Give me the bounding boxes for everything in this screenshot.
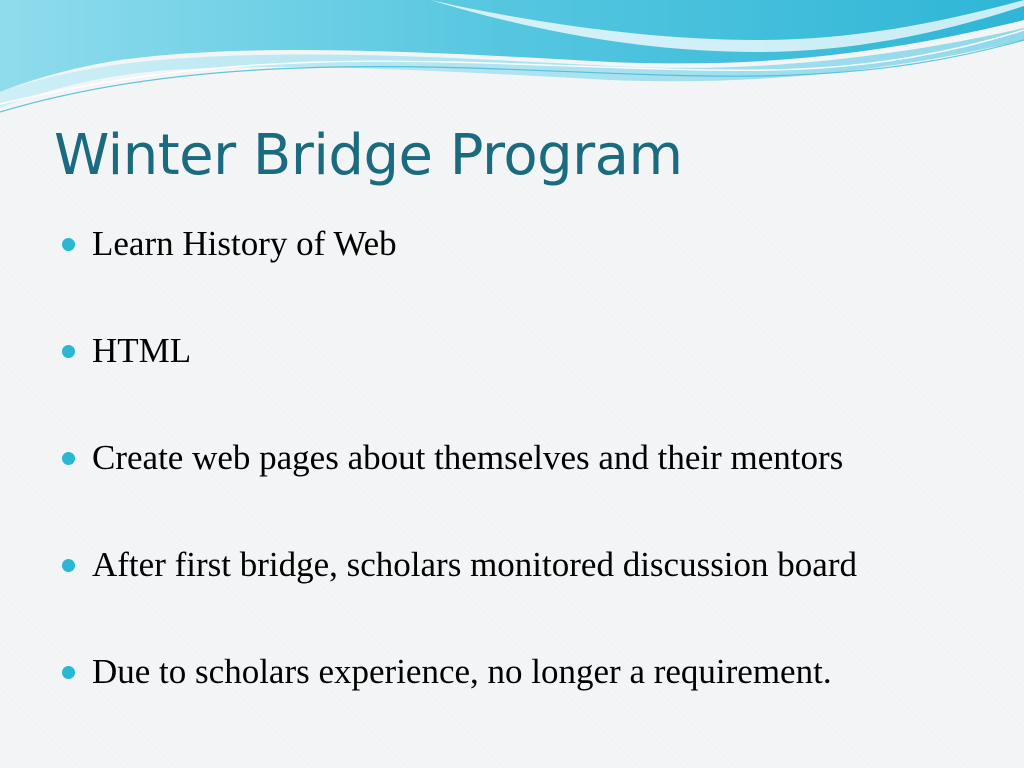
bullet-text: Due to scholars experience, no longer a requirement. bbox=[92, 652, 832, 691]
bullet-text: Learn History of Web bbox=[92, 224, 397, 263]
bullet-dot-icon bbox=[62, 345, 75, 358]
bullet-text: Create web pages about themselves and their mentors bbox=[92, 438, 844, 477]
bullet-dot-icon bbox=[62, 452, 75, 465]
bullet-dot-icon bbox=[62, 666, 75, 679]
bullet-dot-icon bbox=[62, 238, 75, 251]
bullet-item bbox=[62, 222, 1002, 329]
bullet-item bbox=[62, 329, 1002, 436]
bullet-list bbox=[62, 222, 1002, 757]
bullet-item bbox=[62, 650, 1002, 757]
bullet-dot-icon bbox=[62, 559, 75, 572]
slide-title: Winter Bridge Program bbox=[54, 123, 683, 188]
wave-banner-decoration bbox=[0, 0, 1024, 120]
bullet-item bbox=[62, 543, 1002, 650]
bullet-item bbox=[62, 436, 1002, 543]
bullet-text: HTML bbox=[92, 331, 192, 370]
bullet-text: After first bridge, scholars monitored discussion board bbox=[92, 545, 857, 584]
